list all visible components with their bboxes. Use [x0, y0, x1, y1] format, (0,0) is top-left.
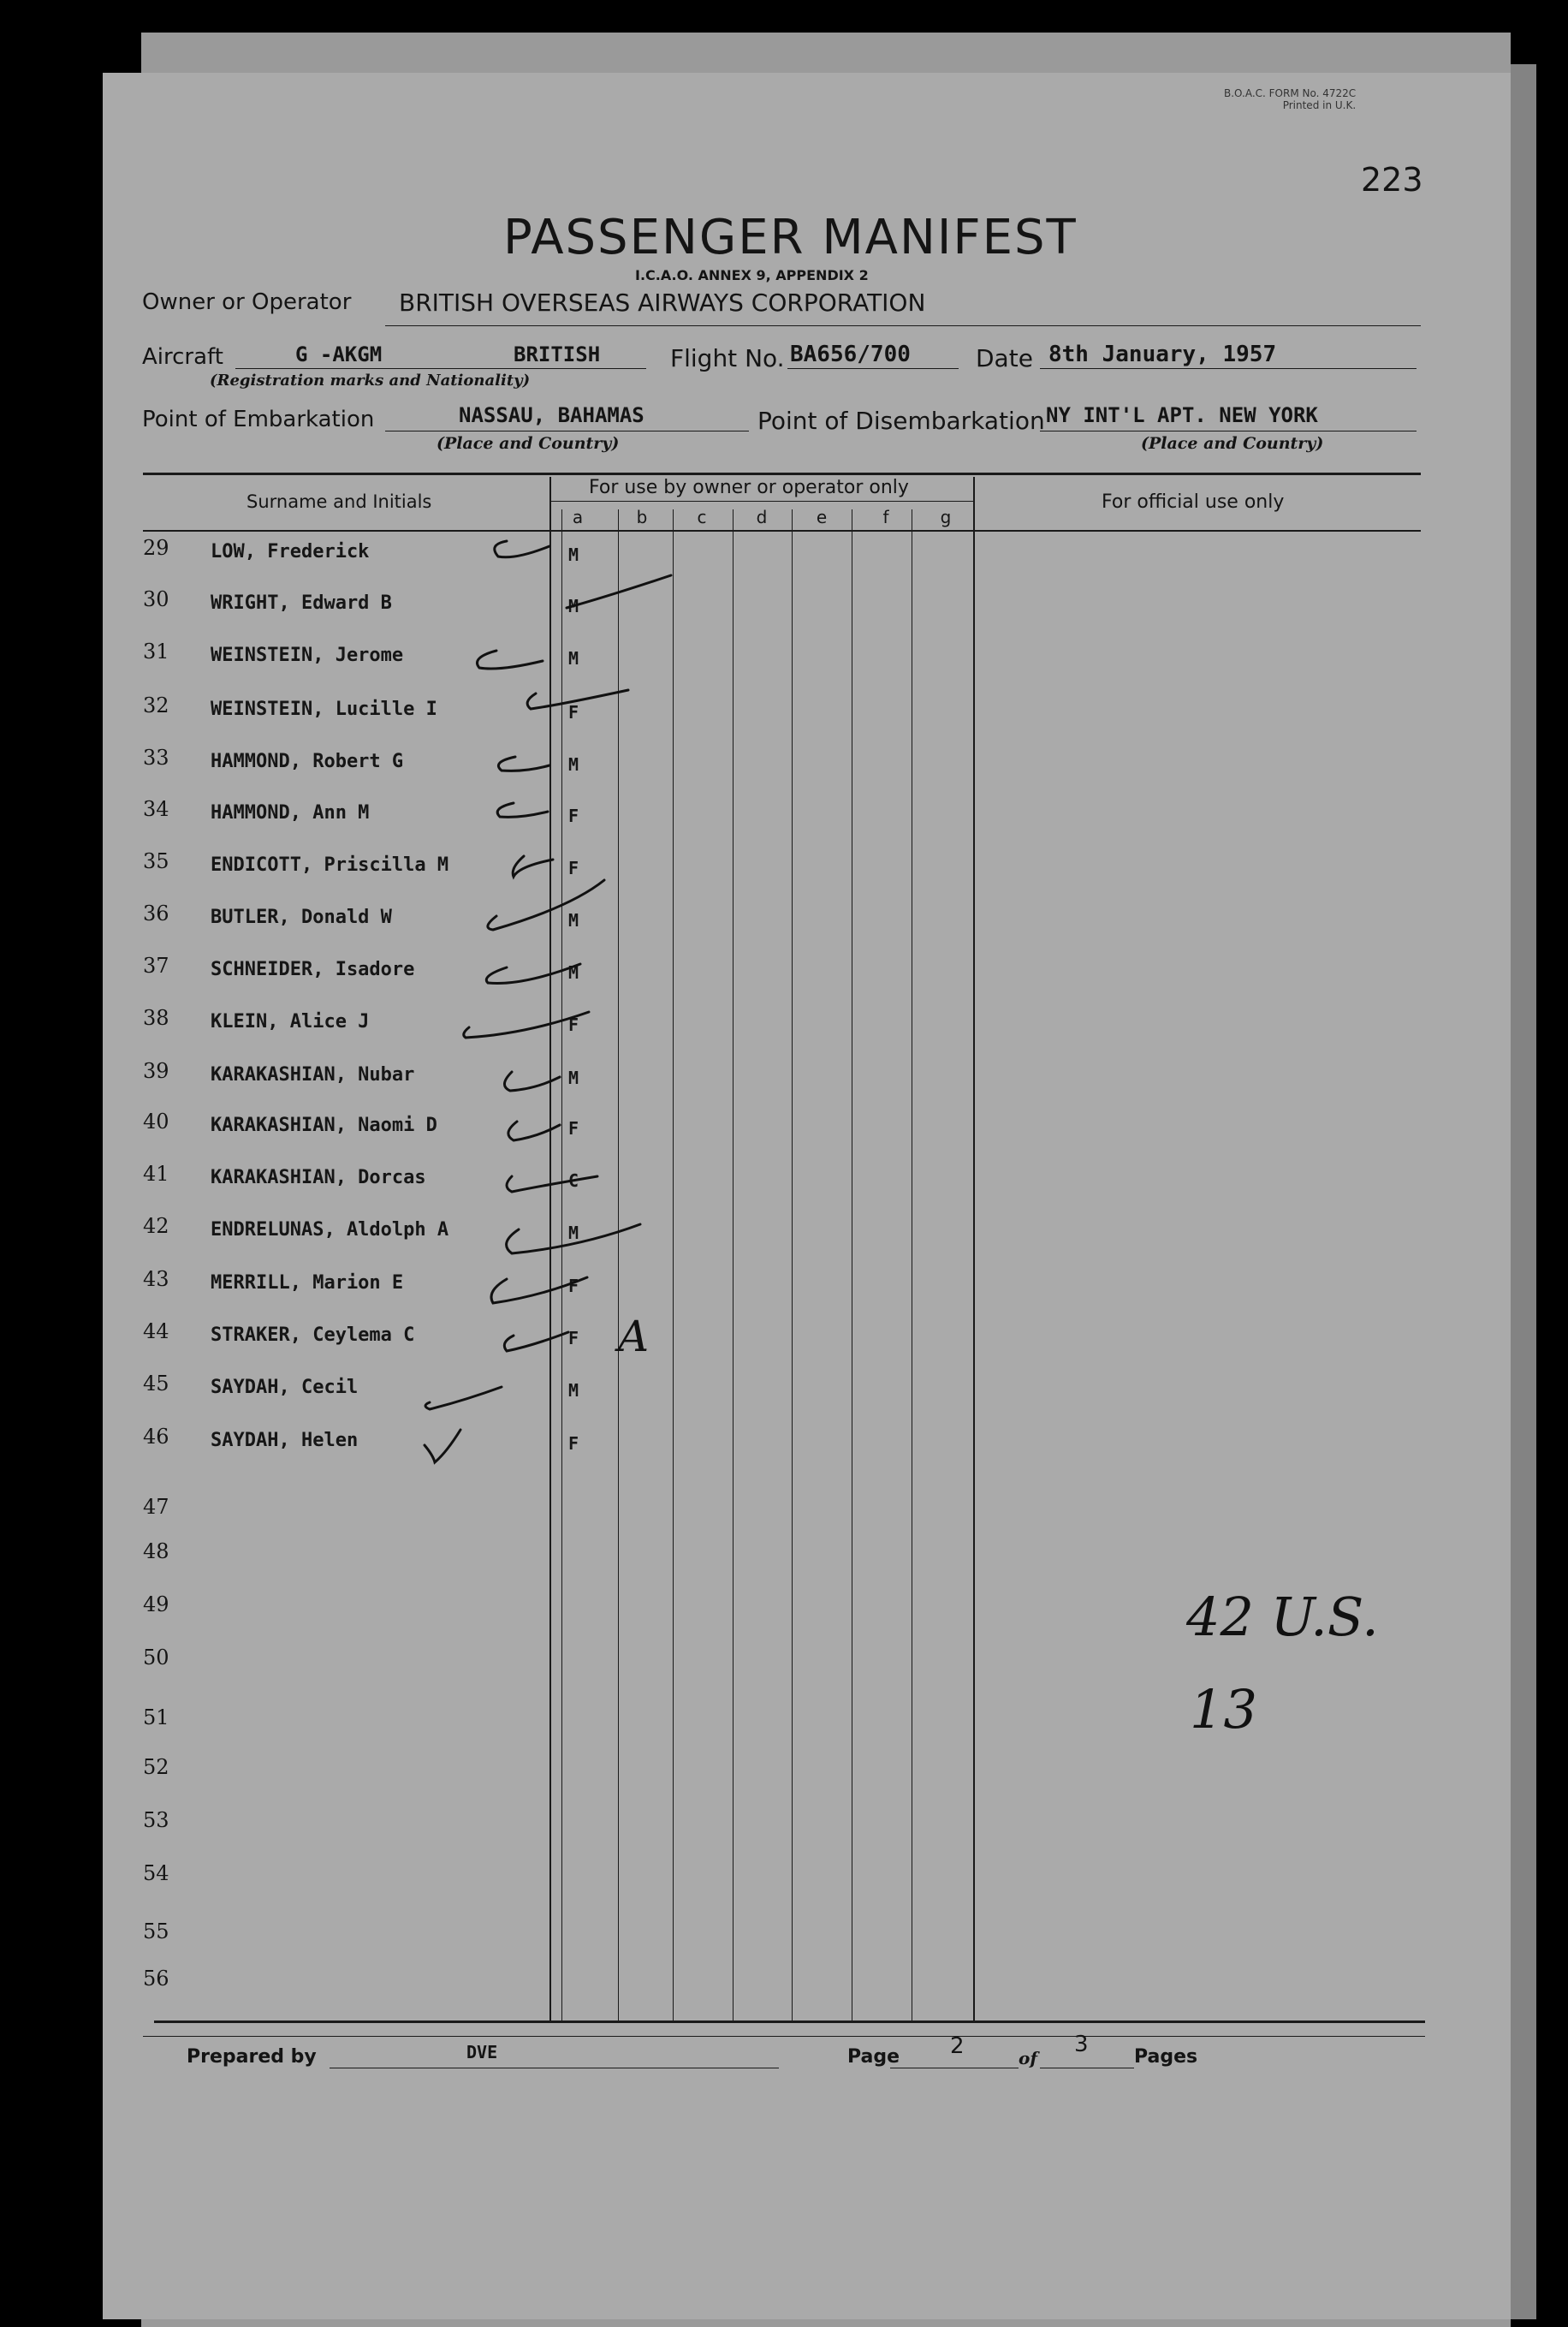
form-code-line2: Printed in U.K.	[1282, 99, 1357, 111]
passenger-name: SCHNEIDER, Isadore	[211, 959, 415, 980]
official-note-line2: 13	[1190, 1678, 1257, 1741]
passenger-sex: M	[567, 545, 579, 565]
passenger-name: KARAKASHIAN, Nubar	[211, 1064, 415, 1086]
check-mark	[497, 803, 548, 817]
passenger-name: WRIGHT, Edward B	[211, 592, 392, 614]
passenger-sex: F	[567, 1433, 579, 1454]
row-number: 39	[143, 1059, 169, 1083]
row-number: 29	[143, 536, 169, 560]
page-label: Page	[847, 2046, 900, 2068]
official-header: For official use only	[1102, 491, 1285, 513]
prepared-label: Prepared by	[187, 2046, 317, 2068]
passenger-name: KLEIN, Alice J	[211, 1011, 370, 1033]
row-number: 53	[143, 1808, 169, 1832]
row-number: 33	[143, 746, 169, 770]
date-label: Date	[976, 344, 1033, 372]
column-header-d: d	[756, 507, 768, 527]
passenger-name: HAMMOND, Ann M	[211, 802, 370, 824]
row-number: 45	[143, 1372, 169, 1396]
passenger-sex: F	[567, 858, 579, 878]
passenger-sex: C	[567, 1170, 579, 1191]
row-number: 51	[143, 1705, 169, 1729]
official-note-line1: 42 U.S.	[1186, 1586, 1379, 1648]
row-number: 37	[143, 954, 169, 978]
passenger-name: LOW, Frederick	[211, 541, 370, 562]
passenger-name: KARAKASHIAN, Dorcas	[211, 1167, 426, 1188]
row-number: 40	[143, 1110, 169, 1134]
passenger-sex: M	[567, 910, 579, 931]
passenger-sex: F	[567, 1328, 579, 1348]
owner-value: BRITISH OVERSEAS AIRWAYS CORPORATION	[399, 289, 926, 317]
row-number: 30	[143, 587, 169, 611]
passenger-sex: F	[567, 806, 579, 826]
column-header-a: a	[572, 507, 584, 527]
flight-value: BA656/700	[790, 342, 911, 367]
row-number: 42	[143, 1214, 169, 1238]
passenger-name: SAYDAH, Cecil	[211, 1377, 359, 1398]
row-number: 34	[143, 797, 169, 821]
row-number: 50	[143, 1646, 169, 1669]
form-code-line1: B.O.A.C. FORM No. 4722C	[1224, 87, 1357, 99]
passenger-name: KARAKASHIAN, Naomi D	[211, 1115, 437, 1136]
column-header-c: c	[697, 507, 707, 527]
passenger-name: ENDRELUNAS, Aldolph A	[211, 1219, 449, 1241]
passenger-name: SAYDAH, Helen	[211, 1430, 359, 1451]
row-number: 54	[143, 1861, 169, 1885]
passenger-sex: M	[567, 754, 579, 775]
row-number: 38	[143, 1006, 169, 1030]
page-subtitle: I.C.A.O. ANNEX 9, APPENDIX 2	[635, 267, 869, 283]
column-header-g: g	[940, 507, 952, 527]
embarkation-label: Point of Embarkation	[142, 407, 375, 432]
row-number: 35	[143, 849, 169, 873]
row-number: 31	[143, 640, 169, 664]
check-mark	[507, 1176, 597, 1192]
disembarkation-label: Point of Disembarkation	[757, 407, 1045, 435]
passenger-sex: M	[567, 596, 579, 616]
check-mark	[425, 1387, 502, 1409]
check-mark	[425, 1430, 460, 1462]
check-mark	[504, 1332, 568, 1351]
passenger-sex: M	[567, 1380, 579, 1401]
prepared-value: DVE	[466, 2042, 498, 2062]
row-number: 46	[143, 1425, 169, 1449]
check-mark	[567, 575, 671, 608]
passenger-sex: F	[567, 1118, 579, 1139]
column-header-b: b	[636, 507, 648, 527]
check-mark	[498, 757, 549, 771]
passenger-sex: M	[567, 648, 579, 669]
embarkation-note: (Place and Country)	[437, 434, 620, 453]
check-mark	[507, 1224, 640, 1253]
page-number: 2	[950, 2033, 965, 2059]
disembarkation-note: (Place and Country)	[1141, 434, 1324, 453]
passenger-name: HAMMOND, Robert G	[211, 751, 404, 772]
flight-label: Flight No.	[670, 344, 785, 372]
aircraft-registration: G -AKGM	[295, 342, 383, 366]
check-mark	[486, 964, 580, 984]
passenger-name: ENDICOTT, Priscilla M	[211, 854, 449, 876]
embarkation-value: NASSAU, BAHAMAS	[459, 403, 644, 427]
row-number: 55	[143, 1919, 169, 1943]
check-mark	[527, 690, 628, 709]
row-number: 56	[143, 1967, 169, 1991]
check-mark	[464, 1012, 589, 1038]
disembarkation-value: NY INT'L APT. NEW YORK	[1046, 403, 1318, 427]
check-mark	[513, 856, 553, 877]
row-number: 36	[143, 902, 169, 925]
passenger-sex: F	[567, 1015, 579, 1035]
check-mark	[495, 541, 549, 557]
row-number: 52	[143, 1755, 169, 1779]
check-mark	[504, 1072, 560, 1091]
check-mark	[508, 1122, 560, 1140]
row-number: 41	[143, 1162, 169, 1186]
row-number: 44	[143, 1319, 169, 1343]
row-number: 47	[143, 1495, 169, 1519]
pages-label: Pages	[1134, 2046, 1198, 2068]
row-number: 43	[143, 1267, 169, 1291]
total-pages: 3	[1074, 2032, 1089, 2057]
aircraft-nationality: BRITISH	[514, 342, 601, 366]
check-mark	[491, 1277, 587, 1303]
passenger-name: STRAKER, Ceylema C	[211, 1324, 415, 1346]
row-number: 49	[143, 1592, 169, 1616]
surname-header: Surname and Initials	[246, 491, 432, 512]
passenger-name: WEINSTEIN, Jerome	[211, 645, 404, 666]
page-title: PASSENGER MANIFEST	[503, 210, 1078, 265]
check-mark	[488, 880, 604, 930]
operator-header: For use by owner or operator only	[589, 477, 909, 498]
passenger-name: BUTLER, Donald W	[211, 907, 392, 928]
passenger-name: MERRILL, Marion E	[211, 1272, 404, 1294]
owner-label: Owner or Operator	[142, 289, 352, 315]
row-number: 32	[143, 693, 169, 717]
aircraft-note: (Registration marks and Nationality)	[210, 372, 531, 390]
passenger-sex: M	[567, 1068, 579, 1088]
passenger-sex: F	[567, 702, 579, 723]
passenger-sex: F	[567, 1276, 579, 1296]
row-number: 48	[143, 1539, 169, 1563]
date-value: 8th January, 1957	[1048, 342, 1277, 367]
check-mark	[478, 651, 543, 669]
passenger-sex: M	[567, 1223, 579, 1243]
of-label: of	[1019, 2048, 1037, 2068]
column-header-f: f	[882, 507, 889, 527]
aircraft-label: Aircraft	[142, 344, 223, 370]
passenger-name: WEINSTEIN, Lucille I	[211, 699, 437, 720]
column-header-e: e	[816, 507, 828, 527]
row44-handwritten-mark: A	[618, 1312, 650, 1361]
passenger-sex: M	[567, 962, 579, 983]
page-stamp: 223	[1361, 161, 1423, 199]
